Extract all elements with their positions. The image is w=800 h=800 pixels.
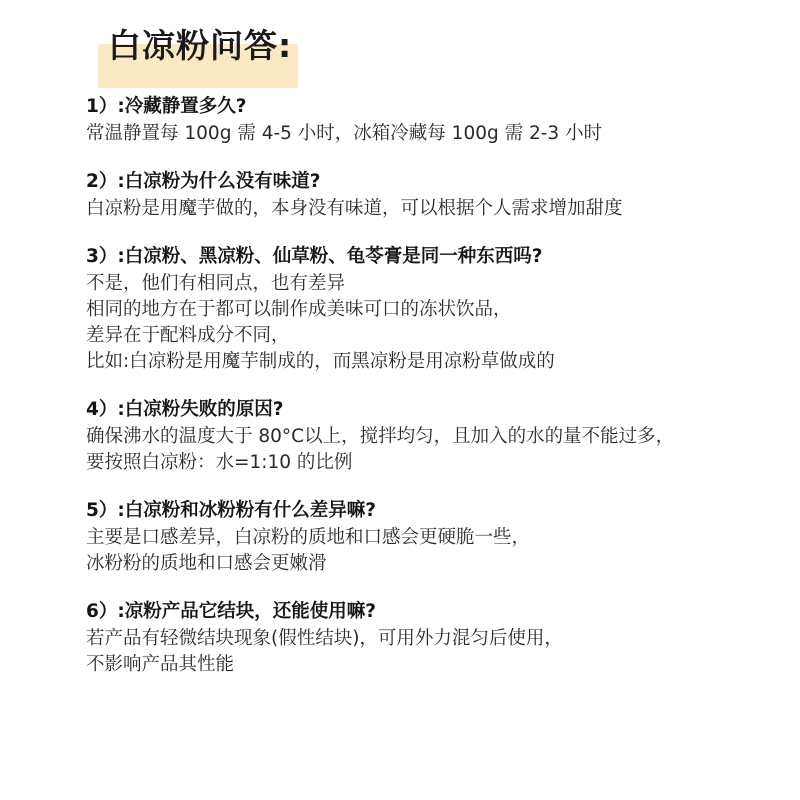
answer-4-line-2: 要按照白凉粉：水=1:10 的比例 — [86, 452, 353, 473]
question-5: 5）:白凉粉和冰粉粉有什么差异嘛? — [86, 500, 377, 521]
answer-3-line-2: 相同的地方在于都可以制作成美味可口的冻状饮品， — [86, 299, 512, 320]
answer-6-line-2: 不影响产品其性能 — [86, 654, 235, 675]
question-1: 1）:冷藏静置多久? — [86, 96, 247, 117]
qa-item-6 — [86, 598, 786, 678]
qa-item-5 — [86, 497, 786, 577]
qa-item-3 — [86, 243, 786, 375]
question-4: 4）:白凉粉失败的原因? — [86, 399, 284, 420]
page-title: 白凉粉问答: — [108, 26, 293, 65]
answer-5-line-1: 主要是口感差异，白凉粉的质地和口感会更硬脆一些， — [86, 527, 531, 548]
qa-item-4 — [86, 396, 786, 476]
answer-5-line-2: 冰粉粉的质地和口感会更嫩滑 — [86, 553, 327, 574]
answer-6-line-1: 若产品有轻微结块现象(假性结块)，可用外力混匀后使用， — [86, 628, 563, 649]
answer-3-line-1: 不是，他们有相同点，也有差异 — [86, 273, 346, 294]
question-6: 6）:凉粉产品它结块，还能使用嘛? — [86, 601, 377, 622]
question-3: 3）:白凉粉、黑凉粉、仙草粉、龟苓膏是同一种东西吗? — [86, 246, 543, 267]
answer-2-line-1: 白凉粉是用魔芋做的，本身没有味道，可以根据个人需求增加甜度 — [86, 198, 623, 219]
answer-3-line-4: 比如:白凉粉是用魔芋制成的，而黑凉粉是用凉粉草做成的 — [86, 351, 555, 372]
qa-item-2 — [86, 168, 786, 222]
answer-1-line-1: 常温静置每 100g 需 4-5 小时，冰箱冷藏每 100g 需 2-3 小时 — [86, 123, 603, 144]
answer-4-line-1: 确保沸水的温度大于 80°C以上，搅拌均匀，且加入的水的量不能过多， — [86, 426, 675, 447]
question-2: 2）:白凉粉为什么没有味道? — [86, 171, 321, 192]
qa-list — [86, 93, 786, 699]
answer-3-line-3: 差异在于配料成分不同， — [86, 325, 290, 346]
page-title-block — [98, 22, 298, 72]
qa-item-1 — [86, 93, 786, 147]
